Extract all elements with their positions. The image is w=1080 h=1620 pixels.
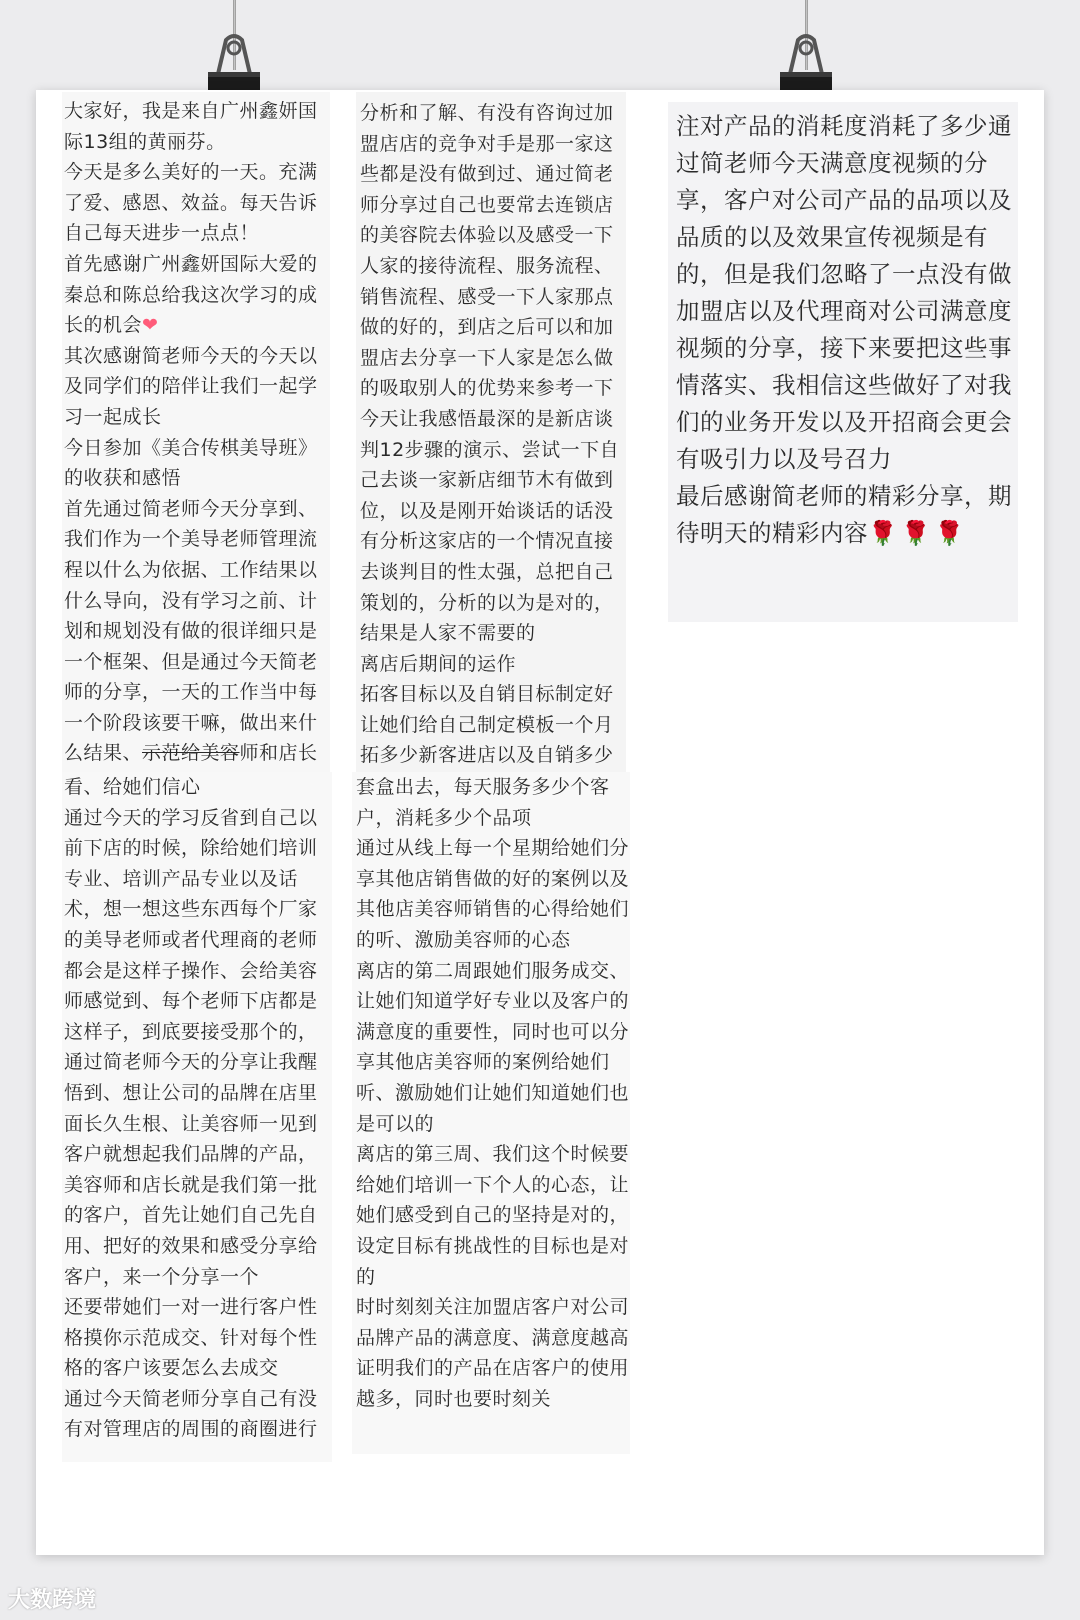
text-column-5 (668, 102, 1018, 622)
paragraph: 今日参加《美合传棋美导班》的收获和感悟 (64, 436, 318, 490)
paragraph: 美容师和店长就是我们第一批的客户，首先让她们自己先自用、把好的效果和感受分享给客户，来一个分享一个 (64, 1173, 318, 1288)
paragraph: 通过今天简老师分享自己有没有对管理店的周围的商圈进行 (64, 1387, 318, 1441)
paragraph: 今天是多么美好的一天。充满了爱、感恩、效益。每天告诉自己每天进步一点点！ (64, 161, 318, 245)
paragraph: 通过从线上每一个星期给她们分享其他店销售做的好的案例以及其他店美容师销售的心得给她们的听、激励美容师的心态 (356, 837, 630, 951)
rose-icon: 🌹🌹🌹 (868, 519, 968, 547)
heart-icon: ❤ (142, 314, 159, 337)
paragraph: 还要带她们一对一进行客户性格摸你示范成交、针对每个性格的客户该要怎么去成交 (64, 1296, 318, 1380)
paragraph: 首先通过简老师今天分享到、我们作为一个美导老师管理流程以什么为依据、工作结果以什么导向，没有学习之前、计划和规划没有做的很详细只是一个框架、但是通过今天简老师的分享，一天的工作当中每一个阶段该要干嘛，做出来什么结果、示范给美容师和店长 (64, 497, 318, 765)
paragraph: 最后感谢简老师的精彩分享，期待明天的精彩内容🌹🌹🌹 (676, 482, 1012, 547)
paragraph: 首先感谢广州鑫妍国际大爱的秦总和陈总给我这次学习的成长的机会❤ (64, 252, 318, 337)
text-column-2 (62, 772, 332, 1462)
paragraph: 通过简老师今天的分享让我醒悟到、想让公司的品牌在店里面长久生根、让美容师一见到客户就想起我们品牌的产品， (64, 1051, 318, 1166)
paragraph: 分析和了解、有没有咨询过加盟店店的竞争对手是那一家这些都是没有做到过、通过简老师分享过自己也要常去连锁店的美容院去体验以及感受一下人家的接待流程、服务流程、销售流程、感受一下人家那点做的好的，到店之后可以和加盟店去分享一下人家是怎么做的吸取别人的优势来参考一下 (360, 102, 614, 400)
paragraph: 拓客目标以及自销目标制定好让她们给自己制定模板一个月拓多少新客进店以及自销多少 (360, 683, 614, 767)
paragraph: 看、给她们信心 (64, 776, 201, 798)
paragraph: 其次感谢简老师今天的今天以及同学们的陪伴让我们一起学习一起成长 (64, 344, 318, 428)
text-column-3 (356, 92, 626, 772)
paragraph: 今天让我感悟最深的是新店谈判12步骤的演示、尝试一下自己去谈一家新店细节木有做到位，以及是刚开始谈话的话没有分析这家店的一个情况直接去谈判目的性太强，总把自己策划的，分析的以为是对的，结果是人家不需要的 (360, 407, 620, 645)
paragraph: 离店后期间的运作 (360, 652, 517, 675)
paragraph: 离店的第三周、我们这个时候要给她们培训一下个人的心态，让她们感受到自己的坚持是对的，设定目标有挑战性的目标也是对的 (356, 1143, 630, 1288)
paragraph: 套盒出去，每天服务多少个客户，消耗多少个品项 (356, 776, 610, 829)
paragraph: 通过今天的学习反省到自己以前下店的时候，除给她们培训专业、培训产品专业以及话术，想一想这些东西每个厂家的美导老师或者代理商的老师都会是这样子操作、会给美容师感觉到、每个老师下店都是这样子，到底要接受那个的， (64, 806, 318, 1043)
text-column-4 (352, 772, 630, 1454)
paragraph: 大家好，我是来自广州鑫妍国际13组的黄丽芬。 (64, 100, 318, 153)
paragraph: 注对产品的消耗度消耗了多少通过简老师今天满意度视频的分享，客户对公司产品的品项以及品质的以及效果宣传视频是有的，但是我们忽略了一点没有做加盟店以及代理商对公司满意度视频的分享，接下来要把这些事情落实、我相信这些做好了对我们的业务开发以及开招商会更会有吸引力以及号召力 (676, 112, 1012, 473)
text-column-1 (62, 92, 330, 772)
struck-text: 示范给美容 (142, 742, 240, 765)
watermark-logo: 大数跨境 (8, 1588, 97, 1613)
paragraph: 离店的第二周跟她们服务成交、让她们知道学好专业以及客户的满意度的重要性，同时也可以分享其他店美容师的案例给她们听、激励她们让她们知道她们也是可以的 (356, 959, 630, 1135)
paragraph: 时时刻刻关注加盟店客户对公司品牌产品的满意度、满意度越高证明我们的产品在店客户的使用越多，同时也要时刻关 (356, 1296, 630, 1410)
